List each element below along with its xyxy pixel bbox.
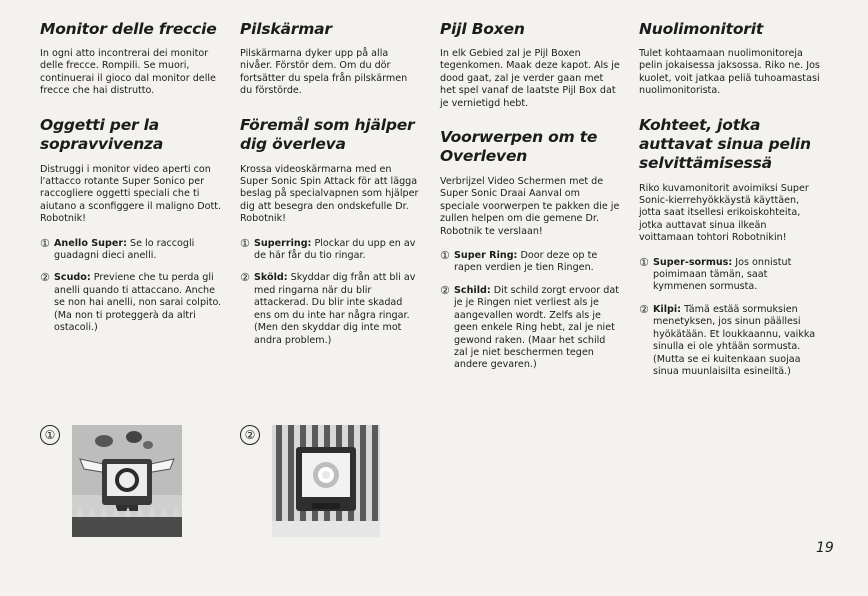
intro-text: Tulet kohtaamaan nuolimonitoreja pelin jokaisessa jaksossa. Riko ne. Jos kuolet, voit jatkaa peliä tuhoamastasi nuolimonitorista.: [639, 48, 820, 97]
item-label: Kilpi:: [653, 303, 682, 315]
section-title: Voorwerpen om te Overleven: [440, 128, 598, 166]
section-title: Oggetti per la sopravvivenza: [40, 115, 164, 153]
figure-super-ring: [40, 425, 182, 537]
item-number: ②: [240, 271, 250, 285]
section-title: Föremål som hjälper dig överleva: [240, 115, 415, 153]
intro-text: In elk Gebied zal je Pijl Boxen tegenkomen. Maak deze kapot. Als je dood gaat, zal je verder gaan met het spel vanaf de laatste Pijl Box dat je vernietigd hebt.: [440, 48, 620, 109]
list-item: [639, 257, 821, 294]
item-number: ①: [40, 236, 50, 250]
shield-monitor-image: [272, 425, 380, 537]
figure-number: ②: [240, 425, 260, 445]
list-item: [240, 238, 422, 263]
item-number: ②: [40, 271, 50, 285]
figure-number: ①: [40, 425, 60, 445]
section-text: Riko kuvamonitorit avoimiksi Super Sonic-kierrehyökkäystä käyttäen, jotta saat itsellesi erikoiskohteita, jotka auttavat sinua ilkeän voittamaan tohtori Robotnikin!: [639, 182, 809, 244]
section-title: Kohteet, jotka auttavat sinua pelin selvittämisessä: [639, 115, 811, 172]
page-number: 19: [816, 540, 834, 556]
column-swedish: [240, 14, 422, 347]
item-number: ②: [440, 283, 450, 297]
item-text: Door deze op te rapen verdien je tien Ringen.: [454, 250, 598, 274]
section-text: Distruggi i monitor video aperti con l'attacco rotante Super Sonico per raccogliere oggetti speciali che ti aiutano a sconfiggere il maligno Dott. Robotnik!: [40, 163, 222, 225]
column-title: Pijl Boxen: [440, 20, 525, 38]
item-number: ①: [440, 249, 450, 263]
list-item: [40, 272, 222, 334]
item-text: Se lo raccogli guadagni dieci anelli.: [54, 237, 195, 262]
item-label: Anello Super:: [54, 237, 127, 249]
section-text: Verbrijzel Video Schermen met de Super Sonic Draai Aanval om speciale voorwerpen te pakken die je zullen helpen om die gemene Dr. Robotnik te verslaan!: [440, 176, 620, 237]
list-item: [639, 304, 821, 378]
column-dutch: [440, 14, 622, 372]
list-item: [440, 285, 622, 372]
item-number: ①: [240, 236, 250, 250]
column-italian: [40, 14, 222, 335]
column-title: Nuolimonitorit: [639, 20, 764, 38]
item-text: Jos onnistut poimimaan tämän, saat kymmenen sormusta.: [653, 256, 792, 293]
item-label: Superring:: [254, 237, 312, 249]
list-item: [40, 238, 222, 263]
column-title: Monitor delle freccie: [40, 20, 217, 38]
item-label: Sköld:: [254, 272, 288, 284]
list-item: [240, 272, 422, 346]
ring-monitor-image: [72, 425, 182, 537]
column-finnish: [639, 14, 821, 378]
section-text: Krossa videoskärmarna med en Super Sonic Spin Attack för att lägga beslag på specialvapnen som hjälper dig att besegra den ondskefulle Dr. Robotnik!: [240, 163, 419, 225]
item-text: Previene che tu perda gli anelli quando ti attaccano. Anche se non hai anelli, non sarai colpito. (Ma non ti proteggerà da altri ostacoli.): [54, 272, 222, 334]
item-label: Super-sormus:: [653, 256, 733, 268]
figure-shield: [240, 425, 380, 537]
intro-text: Pilskärmarna dyker upp på alla nivåer. Förstör dem. Om du dör fortsätter du spela från pilskärmen du förstörde.: [240, 48, 408, 97]
column-title: Pilskärmar: [240, 20, 332, 38]
item-label: Schild:: [454, 284, 491, 296]
item-text: Tämä estää sormuksien menetyksen, jos sinun päällesi hyökätään. Et loukkaannu, vaikka sinulla ei ole yhtään sormusta. (Mutta se ei kuitenkaan suojaa sinua muunlaisilta esineiltä.): [653, 303, 816, 377]
list-item: [440, 250, 622, 275]
item-text: Plockar du upp en av de här får du tio ringar.: [254, 237, 416, 262]
item-number: ①: [639, 255, 649, 269]
item-number: ②: [639, 302, 649, 316]
item-text: Dit schild zorgt ervoor dat je je Ringen niet verliest als je aangevallen wordt. Zelfs als je geen enkele Ring hebt, zal je niet gewond raken. (Maar het schild zal je niet beschermen tegen andere gevaren.): [454, 284, 620, 371]
item-label: Super Ring:: [454, 250, 518, 262]
intro-text: In ogni atto incontrerai dei monitor delle frecce. Rompili. Se muori, continuerai il gioco dal monitor delle frecce che hai distrutto.: [40, 48, 216, 97]
item-label: Scudo:: [54, 272, 91, 284]
item-text: Skyddar dig från att bli av med ringarna när du blir attackerad. Du blir inte skadad ens om du inte har några ringar. (Men den skyddar dig inte mot andra problem.): [254, 272, 416, 346]
